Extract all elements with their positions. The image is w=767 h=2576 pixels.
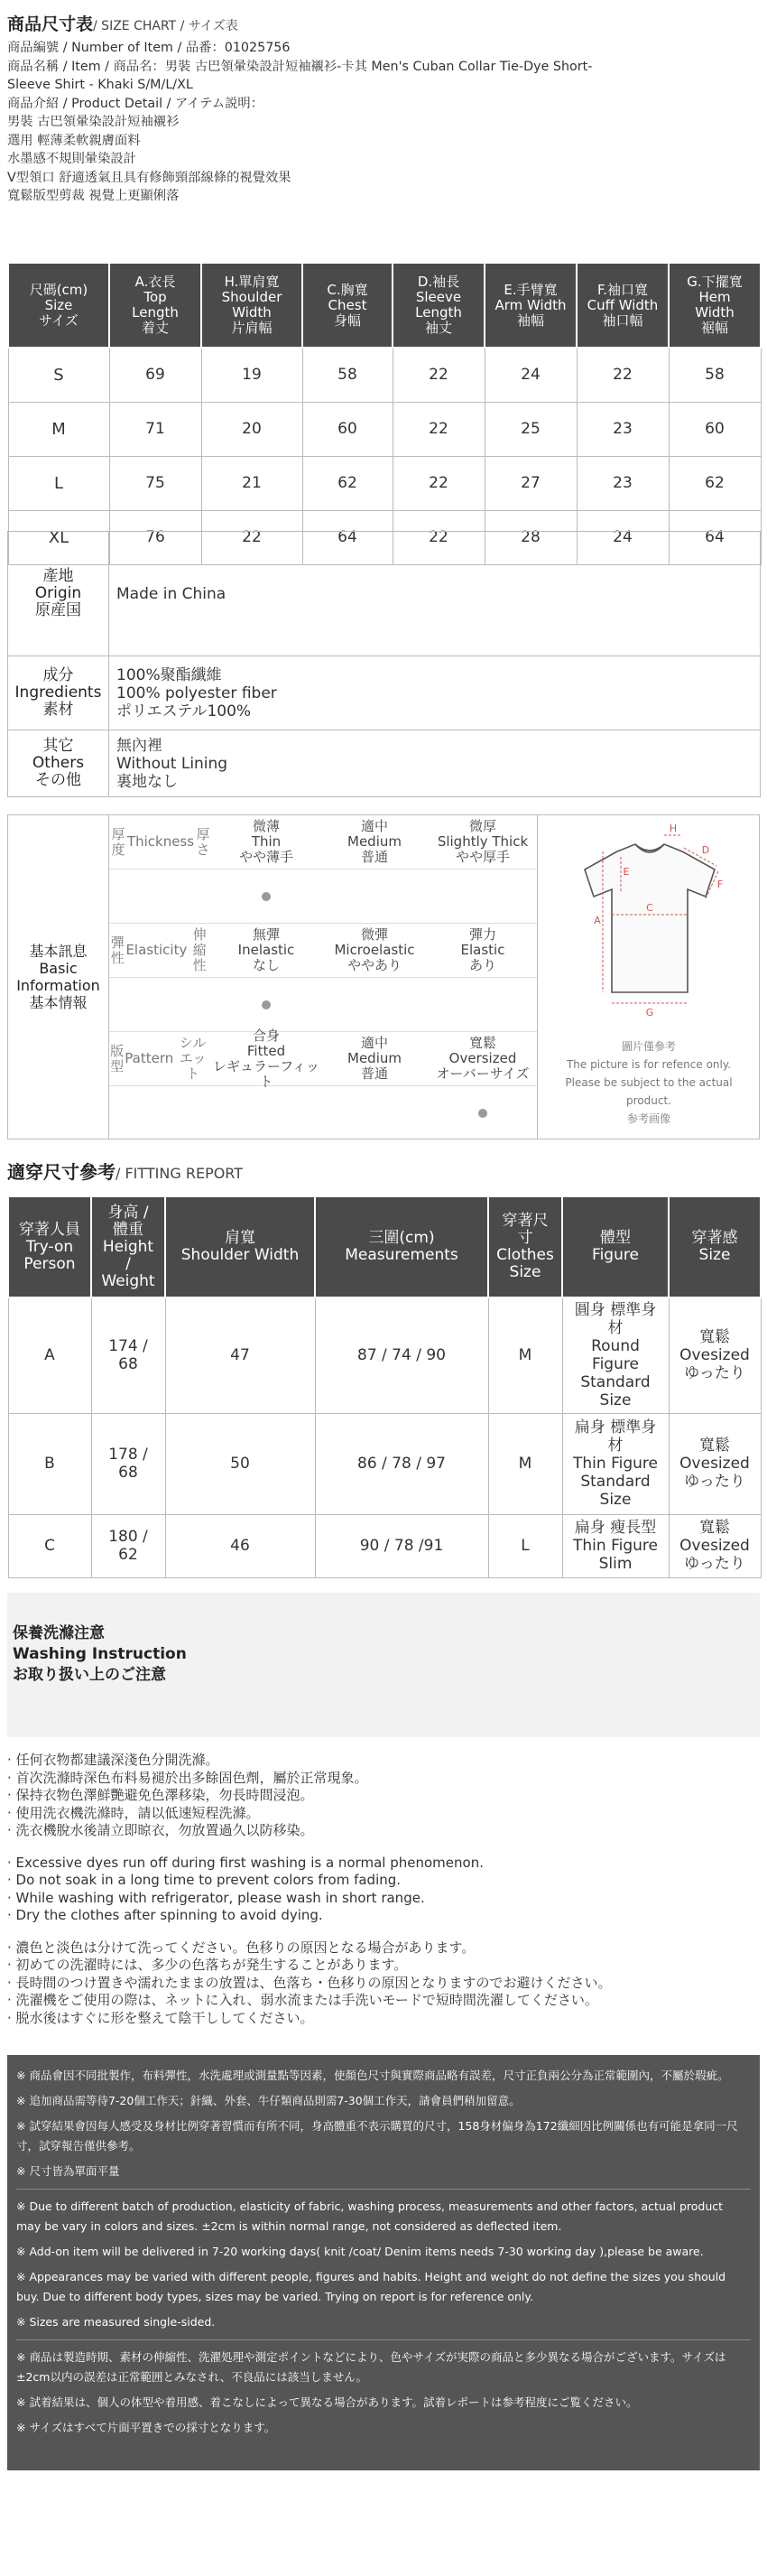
fit-col-header-line: Size: [509, 1263, 541, 1281]
basic-option-line: レギュラーフィット: [212, 1057, 320, 1090]
fit-col-header-line: 三圍(cm): [368, 1229, 435, 1247]
diagram-note: 圖片僅參考 The picture is for refence only. Please be subject to the actual product. 参考画像: [565, 1040, 733, 1125]
washing-line: · 保持衣物色澤鮮艷避免色澤移染，勿長時間浸泡。: [7, 1787, 314, 1803]
size-col-header-line: F.袖口寬: [597, 281, 648, 298]
size-value: 21: [201, 456, 302, 510]
notes-panel: [7, 2055, 760, 2470]
basic-dot-row: [109, 870, 537, 924]
basic-option: [212, 1027, 320, 1090]
fit-figure-line: Figure: [592, 1355, 639, 1374]
size-col-header-line: C.胸寬: [327, 281, 368, 298]
size-col-header: [577, 263, 669, 348]
size-col-header-line: 袖幅: [516, 312, 544, 329]
fit-figure-line: Size: [599, 1391, 632, 1410]
fit-shoulder: 50: [165, 1413, 315, 1514]
fit-measurements: 86 / 78 / 97: [315, 1413, 488, 1514]
size-chart-table: [7, 262, 762, 565]
size-value: 19: [201, 348, 302, 402]
fit-col-header-line: Shoulder Width: [180, 1246, 300, 1264]
fit-figure-line: Slim: [598, 1555, 633, 1573]
fit-person: C: [8, 1514, 91, 1577]
basic-dot-row: [109, 978, 537, 1032]
size-col-header: [485, 263, 577, 348]
diagram-letter: C: [646, 902, 653, 914]
basic-option-line: あり: [468, 957, 496, 973]
size-col-header-line: A.衣長: [134, 274, 176, 290]
size-col-header-line: G.下擺寬: [687, 274, 743, 290]
fit-col-header-line: 身高 /: [107, 1203, 149, 1222]
fit-size: M: [488, 1297, 562, 1413]
note-line: ※ 商品は製造時期、素材の伸縮性、洗濯処理や測定ポイントなどにより、色やサイズが実際の商品と多少異なる場合がございます。サイズは±2cm以内の誤差は正常範囲とみなされ、不良品には該当しません。: [16, 2350, 726, 2384]
basic-option-line: 微薄: [252, 818, 280, 834]
product-detail-label: 商品介紹 / Product Detail / アイテム説明：: [7, 96, 264, 111]
washing-line: · 洗衣機脫水後請立即晾衣，勿放置過久以防移染。: [7, 1822, 314, 1838]
washing-line: · 首次洗滌時深色布料易褪於出多餘固色劑，屬於正常現象。: [7, 1769, 368, 1786]
size-col-header-line: 袖丈: [424, 320, 452, 336]
table-row: [8, 456, 761, 510]
fit-col-header: [562, 1196, 669, 1297]
basic-attr-label-line: 彈性: [110, 934, 125, 966]
fit-col-header-line: 寸: [517, 1229, 533, 1247]
others-label: 其它 Others その他: [8, 730, 109, 797]
others-value: 無內裡 Without Lining 裏地なし: [109, 730, 761, 797]
origin-label: 產地 Origin 原産国: [8, 532, 109, 656]
fit-figure-line: Standard: [580, 1373, 651, 1392]
basic-option-line: やや厚手: [455, 849, 510, 865]
fit-feel: [669, 1514, 761, 1577]
basic-dot-cell: [212, 870, 320, 923]
fit-feel-line: 寬鬆: [699, 1519, 730, 1537]
basic-dot-cell: [429, 1086, 537, 1140]
washing-en: [7, 1855, 760, 1925]
basic-option-line: Fitted: [246, 1042, 286, 1059]
fit-col-header-line: Person: [23, 1254, 76, 1273]
product-detail-line: 男裝 古巴領暈染設計短袖襯衫: [7, 115, 180, 129]
ingredients-label: 成分 Ingredients 素材: [8, 656, 109, 730]
size-value: 20: [201, 402, 302, 456]
diagram-letter: D: [701, 844, 710, 856]
basic-option-line: 無彈: [252, 926, 280, 943]
washing-line: · 濃色と淡色は分けて洗ってください。色移りの原因となる場合があります。: [7, 1939, 476, 1956]
fit-col-header-line: Try-on: [25, 1237, 74, 1256]
size-value: 27: [485, 456, 577, 510]
fit-col-header-line: Clothes: [496, 1246, 554, 1264]
product-detail-line: 寬鬆版型剪裁 視覺上更顯俐落: [7, 189, 180, 203]
note-line: ※ Appearances may be varied with different people, figures and habits. Height and weight do not define the sizes you should buy. Due to different body types, sizes may be varied. Trying on report is for reference only.: [16, 2270, 726, 2303]
size-label: M: [8, 402, 109, 456]
size-col-header-line: Cuff Width: [587, 296, 659, 313]
size-value: 25: [485, 402, 577, 456]
fit-col-header-line: 穿著人員: [19, 1220, 80, 1239]
basic-attr-label-line: Elasticity: [125, 942, 188, 958]
fit-col-header-line: Weight: [101, 1271, 155, 1290]
size-label: S: [8, 348, 109, 402]
basic-option-line: 寬鬆: [468, 1035, 496, 1051]
fit-feel-line: ゆったり: [684, 1364, 745, 1383]
fit-height-weight: [91, 1413, 165, 1514]
fit-feel: [669, 1297, 761, 1413]
size-col-header-line: 裾幅: [700, 320, 728, 336]
note-line: ※ 商品會因不同批製作，布料彈性，水洗處理或測量點等因素，使顏色尺寸與實際商品略有誤差，尺寸正負兩公分為正常範圍內，不屬於瑕疵。: [16, 2069, 729, 2082]
page-title: 商品尺寸表: [7, 14, 94, 34]
washing-line: · 初めての洗濯時には、多少の色落ちが発生することがあります。: [7, 1957, 408, 1973]
basic-option-line: Microelastic: [334, 942, 415, 958]
basic-attr-label: [109, 815, 212, 869]
fitting-title: 適穿尺寸參考/ FITTING REPORT: [7, 1161, 244, 1183]
basic-option: [212, 924, 320, 977]
size-col-header-line: Sleeve: [415, 289, 462, 305]
basic-row-pattern: [109, 1027, 537, 1090]
note-line: ※ 尺寸皆為單面平量: [16, 2164, 120, 2178]
basic-option-line: 適中: [360, 818, 388, 834]
basic-attr-label: [109, 924, 212, 977]
fit-height-weight: [91, 1514, 165, 1577]
basic-option-line: 彈力: [468, 926, 496, 943]
diagram-letter: A: [594, 915, 601, 926]
size-value: 23: [577, 402, 669, 456]
size-value: 28: [485, 510, 577, 564]
basic-attr-label-line: 版型: [110, 1042, 125, 1074]
fit-hw-line: 62: [118, 1546, 138, 1564]
fit-figure-line: Thin Figure: [573, 1537, 658, 1555]
washing-line: · 洗濯機をご使用の際は、ネットに入れ、弱水流または手洗いモードで短時間洗濯してください。: [7, 1992, 598, 2008]
fit-person: A: [8, 1297, 91, 1413]
basic-row-elasticity: [109, 924, 537, 978]
size-col-header-line: Top: [143, 289, 167, 305]
washing-instruction-header: [7, 1593, 760, 1737]
fit-figure-line: 圓身 標準身: [574, 1301, 657, 1320]
size-value: 22: [393, 510, 485, 564]
selected-dot-icon: [262, 1000, 271, 1009]
fit-figure-line: 扁身 瘦長型: [574, 1519, 657, 1537]
size-value: 62: [302, 456, 393, 510]
fit-hw-line: 178 /: [108, 1446, 148, 1464]
fit-feel-line: Ovesized: [679, 1346, 750, 1365]
washing-line: · Excessive dyes run off during first washing is a normal phenomenon.: [7, 1854, 484, 1871]
note-line: ※ Due to different batch of production, elasticity of fabric, washing process, measurements and other factors, actual product may be vary in colors and sizes. ±2cm is within normal range, not considered as deflected item.: [16, 2199, 724, 2233]
basic-option-line: 適中: [360, 1035, 388, 1051]
basic-option-line: 微彈: [360, 926, 388, 943]
fit-figure-line: 材: [607, 1319, 624, 1338]
basic-option-line: オーバーサイズ: [436, 1065, 530, 1082]
fit-col-header-line: 體型: [600, 1229, 631, 1247]
size-value: 60: [669, 402, 761, 456]
basic-dot-cell: [429, 870, 537, 923]
fit-figure: [562, 1297, 669, 1413]
fit-col-header-line: Height: [102, 1237, 154, 1256]
diagram-letter: G: [645, 1007, 654, 1018]
basic-option-line: Inelastic: [237, 942, 295, 958]
washing-line: · While washing with refrigerator, please wash in short range.: [7, 1889, 425, 1906]
size-value: 22: [393, 348, 485, 402]
basic-dot-cell: [212, 978, 320, 1031]
shirt-measurement-diagram: [537, 815, 759, 1139]
fit-col-header-line: Figure: [592, 1246, 639, 1264]
basic-dot-spacer: [109, 978, 212, 1031]
table-row: [8, 1413, 761, 1514]
basic-attr-label-line: 厚さ: [196, 825, 210, 858]
fit-col-header: [488, 1196, 562, 1297]
basic-option-line: Elastic: [460, 942, 505, 958]
fit-figure-line: Round: [591, 1337, 640, 1356]
size-value: 58: [669, 348, 761, 402]
basic-dot-spacer: [109, 1086, 212, 1140]
basic-option: [429, 815, 537, 869]
size-col-header: [109, 263, 201, 348]
fit-shoulder: 46: [165, 1514, 315, 1577]
size-label: L: [8, 456, 109, 510]
note-line: ※ 追加商品需等待7-20個工作天；針織、外套、牛仔類商品則需7-30個工作天，請會員們稍加留意。: [16, 2094, 521, 2107]
shirt-diagram-icon: [538, 815, 760, 1041]
note-line: ※ Sizes are measured single-sided.: [16, 2315, 216, 2329]
basic-option-line: なし: [252, 957, 280, 973]
size-value: 22: [201, 510, 302, 564]
basic-dot-cell: [212, 1086, 320, 1140]
table-row: [8, 1514, 761, 1577]
washing-line: · Dry the clothes after spinning to avoid dying.: [7, 1907, 323, 1923]
basic-option: [320, 924, 429, 977]
origin-value: Made in China: [109, 532, 761, 656]
size-value: 24: [577, 510, 669, 564]
washing-zh: [7, 1752, 760, 1840]
note-line: ※ 試穿結果會因每人感受及身材比例穿著習慣而有所不同，身高體重不表示購買的尺寸，158身材偏身為172纖細因比例關係也有可能是拿同一尺寸，試穿報告僅供參考。: [16, 2119, 738, 2153]
washing-line: · 長時間のつけ置きや濡れたままの放置は、色落ち・色移りの原因となりますのでお避けください。: [7, 1974, 612, 1991]
size-value: 64: [302, 510, 393, 564]
size-col-header: [393, 263, 485, 348]
size-value: 76: [109, 510, 201, 564]
size-col-header-line: Arm Width: [494, 296, 567, 313]
product-detail-line: 水墨感不規則暈染設計: [7, 152, 136, 166]
basic-option: [320, 815, 429, 869]
table-row: [8, 402, 761, 456]
basic-option-line: 合身: [252, 1027, 280, 1044]
basic-attr-label-line: Pattern: [125, 1050, 174, 1066]
fit-figure-line: Thin Figure: [573, 1455, 658, 1473]
basic-attr-label-line: 伸縮性: [192, 926, 207, 973]
basic-option-line: Medium: [347, 833, 402, 850]
product-info-table: [7, 531, 761, 797]
fit-feel-line: Ovesized: [679, 1455, 750, 1473]
fit-feel-line: 寬鬆: [699, 1437, 730, 1455]
fit-col-header: [8, 1196, 91, 1297]
fit-size: L: [488, 1514, 562, 1577]
size-value: 22: [393, 456, 485, 510]
fit-figure-line: 扁身 標準身: [574, 1418, 657, 1437]
product-detail-line: V型領口 舒適透氣且具有修飾頸部線條的視覺效果: [7, 170, 291, 185]
basic-option-line: ややあり: [347, 957, 402, 973]
basic-dot-cell: [429, 978, 537, 1031]
size-value: 23: [577, 456, 669, 510]
size-label: XL: [8, 510, 109, 564]
size-col-header-line: 袖口幅: [602, 312, 643, 329]
fit-size: M: [488, 1413, 562, 1514]
note-line: ※ サイズはすべて片面平置きでの採寸となります。: [16, 2421, 276, 2434]
fit-col-header-line: /: [125, 1254, 131, 1273]
fit-measurements: 90 / 78 /91: [315, 1514, 488, 1577]
fit-col-header: [165, 1196, 315, 1297]
size-value: 71: [109, 402, 201, 456]
size-col-header-line: E.手臂寬: [504, 281, 558, 298]
washing-line: · Do not soak in a long time to prevent colors from fading.: [7, 1872, 402, 1888]
basic-dot-cell: [320, 870, 429, 923]
fit-feel-line: ゆったり: [684, 1555, 745, 1573]
basic-attr-label-line: シルエット: [179, 1035, 207, 1082]
size-col-header-line: 片肩幅: [231, 320, 273, 336]
size-col-header: [8, 263, 109, 348]
basic-option: [429, 924, 537, 977]
basic-option-line: Thin: [251, 833, 282, 850]
basic-option-line: 微厚: [468, 818, 496, 834]
basic-option-line: Oversized: [448, 1050, 517, 1066]
basic-attr-label: [109, 1032, 212, 1085]
basic-dot-cell: [320, 1086, 429, 1140]
item-number: 商品編號 / Number of Item / 品番：01025756: [7, 41, 291, 55]
size-col-header-line: Size: [44, 296, 73, 313]
size-value: 75: [109, 456, 201, 510]
table-row: [8, 1297, 761, 1413]
size-col-header-line: D.袖長: [417, 274, 460, 290]
fit-height-weight: [91, 1297, 165, 1413]
product-detail-line: 選用 輕薄柔軟親膚面料: [7, 133, 141, 148]
size-col-header-line: Shoulder: [221, 289, 282, 305]
washing-line: · 使用洗衣機洗滌時，請以低速短程洗滌。: [7, 1804, 260, 1821]
fit-person: B: [8, 1413, 91, 1514]
fit-feel-line: 寬鬆: [699, 1328, 730, 1347]
fit-measurements: 87 / 74 / 90: [315, 1297, 488, 1413]
basic-option-line: Slightly Thick: [437, 833, 529, 850]
basic-row-thickness: [109, 815, 537, 870]
fit-figure-line: Size: [599, 1491, 632, 1509]
fit-figure-line: 材: [607, 1437, 624, 1455]
size-col-header-line: Width: [695, 304, 735, 321]
size-value: 58: [302, 348, 393, 402]
size-col-header-line: Length: [415, 304, 462, 321]
size-value: 62: [669, 456, 761, 510]
basic-info-grid: [109, 815, 537, 1140]
washing-title: 保養洗滌注意 Washing Instruction お取り扱い上のご注意: [13, 1624, 187, 1684]
fit-feel-line: ゆったり: [684, 1473, 745, 1491]
fit-col-header: [315, 1196, 488, 1297]
size-col-header-line: 身幅: [333, 312, 361, 329]
diagram-letter: E: [623, 866, 630, 878]
washing-line: · 任何衣物都建議深淺色分開洗滌。: [7, 1752, 219, 1768]
size-col-header: [302, 263, 393, 348]
selected-dot-icon: [262, 892, 271, 901]
fit-hw-line: 180 /: [108, 1528, 148, 1546]
fit-hw-line: 68: [118, 1464, 138, 1482]
table-row: [8, 348, 761, 402]
size-col-header-line: 尺碼(cm): [29, 281, 88, 298]
basic-option: [212, 815, 320, 869]
basic-option-line: Medium: [347, 1050, 402, 1066]
size-value: 69: [109, 348, 201, 402]
fit-col-header: [669, 1196, 761, 1297]
fit-col-header-line: 肩寬: [225, 1229, 255, 1247]
size-col-header-line: 着丈: [141, 320, 169, 336]
item-name: 商品名稱 / Item / 商品名：男裝 古巴領暈染設計短袖襯衫-卡其 Men's Cuban Collar Tie-Dye Short-: [7, 59, 593, 74]
washing-ja: [7, 1939, 760, 2028]
fit-figure: [562, 1514, 669, 1577]
size-col-header-line: Chest: [328, 296, 367, 313]
basic-attr-label-line: 厚度: [111, 825, 125, 858]
size-col-header-line: サイズ: [39, 312, 79, 329]
size-col-header-line: Hem: [698, 289, 731, 305]
fit-col-header-line: Size: [698, 1246, 731, 1264]
basic-option: [429, 1032, 537, 1085]
fit-col-header-line: 體重: [113, 1220, 143, 1239]
fit-figure-line: Standard: [580, 1473, 651, 1491]
selected-dot-icon: [478, 1109, 487, 1118]
note-line: ※ 試着結果は、個人の体型や着用感、着こなしによって異なる場合があります。試着レポートは参考程度にご覧ください。: [16, 2395, 638, 2409]
basic-dot-spacer: [109, 870, 212, 923]
diagram-letter: H: [669, 823, 678, 834]
fitting-report-table: [7, 1195, 762, 1578]
washing-instructions: [7, 1752, 760, 2041]
washing-line: · 脱水後はすぐに形を整えて陰干ししてください。: [7, 2009, 314, 2026]
page-subtitle: / SIZE CHART / サイズ表: [93, 19, 238, 33]
size-value: 60: [302, 402, 393, 456]
size-col-header-line: H.單肩寬: [224, 274, 280, 290]
size-col-header-line: Width: [232, 304, 272, 321]
fit-feel: [669, 1413, 761, 1514]
fit-hw-line: 68: [118, 1355, 138, 1374]
fit-shoulder: 47: [165, 1297, 315, 1413]
diagram-letter: F: [716, 879, 724, 890]
basic-info-panel: [7, 814, 760, 1139]
fit-col-header: [91, 1196, 165, 1297]
size-value: 22: [393, 402, 485, 456]
basic-dot-row: [109, 1086, 537, 1140]
size-col-header: [669, 263, 761, 348]
basic-info-label: 基本訊息 Basic Information 基本情報: [8, 815, 109, 1139]
fit-hw-line: 174 /: [108, 1337, 148, 1356]
basic-option-line: 普通: [360, 1065, 388, 1082]
size-value: 22: [577, 348, 669, 402]
basic-option: [320, 1032, 429, 1085]
size-col-header-line: Length: [132, 304, 179, 321]
basic-dot-cell: [320, 978, 429, 1031]
basic-option-line: 普通: [360, 849, 388, 865]
product-header: [7, 11, 760, 206]
basic-attr-label-line: Thickness: [126, 833, 195, 850]
fit-figure: [562, 1413, 669, 1514]
fit-col-header-line: 穿著感: [691, 1229, 738, 1247]
basic-option-line: やや薄手: [238, 849, 293, 865]
fit-col-header-line: 穿著尺: [502, 1212, 549, 1230]
ingredients-value: 100%聚酯纖維 100% polyester fiber ポリエステル100%: [109, 656, 761, 730]
size-value: 24: [485, 348, 577, 402]
fit-feel-line: Ovesized: [679, 1537, 750, 1555]
size-value: 64: [669, 510, 761, 564]
fit-col-header-line: Measurements: [345, 1246, 458, 1264]
item-name-cont: Sleeve Shirt - Khaki S/M/L/XL: [7, 78, 193, 92]
size-col-header: [201, 263, 302, 348]
note-line: ※ Add-on item will be delivered in 7-20 working days( knit /coat/ Denim items needs 7-30 working day ),please be aware.: [16, 2245, 704, 2258]
